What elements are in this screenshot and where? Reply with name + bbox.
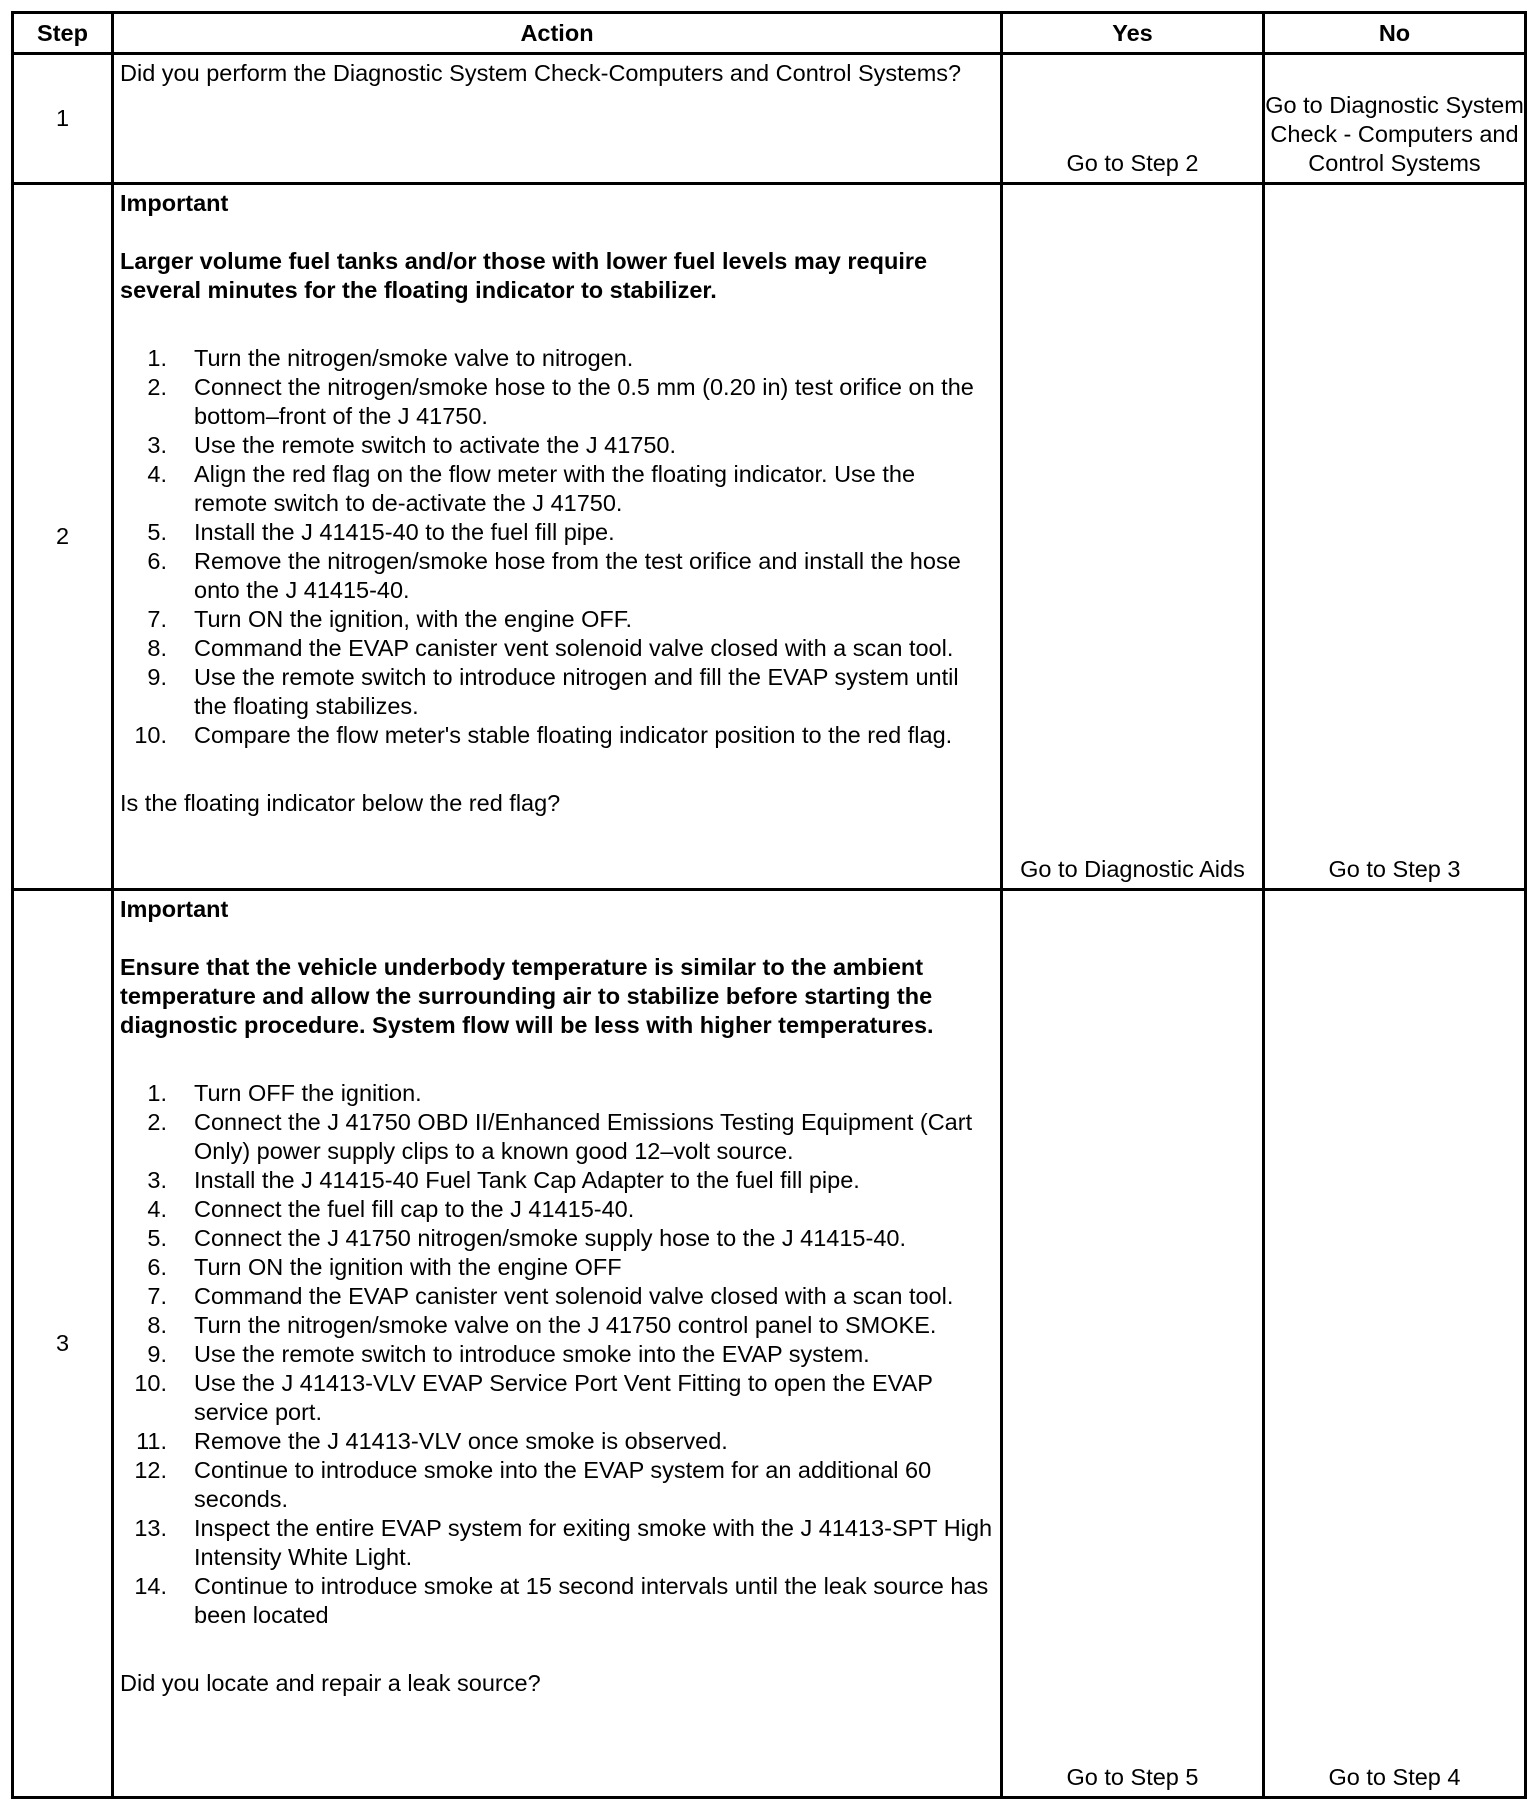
procedure-step xyxy=(120,460,994,518)
yes-result: Go to Step 2 xyxy=(1002,54,1264,184)
important-label: Important xyxy=(120,190,229,216)
step-number: 1 xyxy=(13,54,113,184)
header-row xyxy=(13,13,1526,54)
procedure-step xyxy=(120,1572,994,1630)
important-note: Larger volume fuel tanks and/or those with lower fuel levels may require several minutes for the floating indicator to stabilizer. xyxy=(120,248,928,303)
procedure-step-text: Connect the nitrogen/smoke hose to the 0.5 mm (0.20 in) test orifice on the bottom–front of the J 41750. xyxy=(194,374,974,429)
procedure-step xyxy=(120,547,994,605)
procedure-step-number: 8. xyxy=(147,1312,167,1338)
no-result: Go to Diagnostic System Check - Computers and Control Systems xyxy=(1264,54,1526,184)
procedure-step-text: Turn OFF the ignition. xyxy=(194,1080,422,1106)
procedure-step-text: Turn the nitrogen/smoke valve to nitrogen. xyxy=(194,345,634,371)
procedure-step-number: 2. xyxy=(147,374,167,400)
procedure-step-number: 10. xyxy=(134,1370,167,1396)
procedure-step-number: 5. xyxy=(147,1225,167,1251)
action-cell xyxy=(113,184,1002,890)
table-row-step-2 xyxy=(13,184,1526,890)
procedure-step-text: Install the J 41415-40 Fuel Tank Cap Adapter to the fuel fill pipe. xyxy=(194,1167,860,1193)
step-number: 3 xyxy=(13,890,113,1798)
procedure-step xyxy=(120,1311,994,1340)
procedure-step xyxy=(120,1079,994,1108)
procedure-step-number: 13. xyxy=(134,1515,167,1541)
step-number: 2 xyxy=(13,184,113,890)
procedure-step-number: 3. xyxy=(147,432,167,458)
procedure-step-number: 14. xyxy=(134,1573,167,1599)
procedure-step-text: Turn ON the ignition, with the engine OFF. xyxy=(194,606,633,632)
procedure-step-number: 8. xyxy=(147,635,167,661)
question-text: Is the floating indicator below the red flag? xyxy=(120,790,561,816)
procedure-step-text: Compare the flow meter's stable floating indicator position to the red flag. xyxy=(194,722,953,748)
procedure-step-text: Inspect the entire EVAP system for exiting smoke with the J 41413-SPT High Intensity White Light. xyxy=(194,1515,993,1570)
procedure-step-text: Turn ON the ignition with the engine OFF xyxy=(194,1254,622,1280)
action-text: Did you perform the Diagnostic System Check-Computers and Control Systems? xyxy=(113,54,1002,184)
procedure-step-number: 5. xyxy=(147,519,167,545)
procedure-step-number: 6. xyxy=(147,1254,167,1280)
question-text: Did you locate and repair a leak source? xyxy=(120,1670,541,1696)
action-cell xyxy=(113,890,1002,1798)
procedure-step-number: 11. xyxy=(136,1428,167,1454)
procedure-step-number: 9. xyxy=(147,1341,167,1367)
important-note: Ensure that the vehicle underbody temperature is similar to the ambient temperature and allow the surrounding air to stabilize before starting the diagnostic procedure. System flow will be less with higher temperatures. xyxy=(120,954,934,1038)
procedure-step xyxy=(120,1282,994,1311)
procedure-step xyxy=(120,1195,994,1224)
procedure-step xyxy=(120,1427,994,1456)
procedure-step-text: Use the remote switch to introduce smoke into the EVAP system. xyxy=(194,1341,870,1367)
procedure-step-number: 2. xyxy=(147,1109,167,1135)
table-row-step-1 xyxy=(13,54,1526,184)
procedure-step-number: 1. xyxy=(147,1080,167,1106)
procedure-step-text: Use the remote switch to activate the J 41750. xyxy=(194,432,677,458)
procedure-step-text: Use the remote switch to introduce nitrogen and fill the EVAP system until the floating stabilizes. xyxy=(194,664,959,719)
procedure-step-number: 4. xyxy=(147,1196,167,1222)
no-result: Go to Step 4 xyxy=(1264,890,1526,1798)
procedure-step-text: Continue to introduce smoke into the EVAP system for an additional 60 seconds. xyxy=(194,1457,932,1512)
procedure-step xyxy=(120,1456,994,1514)
procedure-step-text: Turn the nitrogen/smoke valve on the J 41750 control panel to SMOKE. xyxy=(194,1312,937,1338)
yes-result: Go to Diagnostic Aids xyxy=(1002,184,1264,890)
procedure-step xyxy=(120,1108,994,1166)
procedure-list xyxy=(120,344,994,750)
procedure-step xyxy=(120,1224,994,1253)
procedure-step-text: Connect the J 41750 nitrogen/smoke supply hose to the J 41415-40. xyxy=(194,1225,906,1251)
procedure-step xyxy=(120,721,994,750)
procedure-step-number: 10. xyxy=(134,722,167,748)
diagnostic-table xyxy=(11,11,1527,1799)
procedure-step xyxy=(120,1514,994,1572)
procedure-step-number: 7. xyxy=(147,606,167,632)
procedure-list xyxy=(120,1079,994,1630)
procedure-step-text: Remove the J 41413-VLV once smoke is observed. xyxy=(194,1428,728,1454)
procedure-step-text: Install the J 41415-40 to the fuel fill pipe. xyxy=(194,519,615,545)
procedure-step-number: 6. xyxy=(147,548,167,574)
procedure-step-number: 9. xyxy=(147,664,167,690)
procedure-step-text: Command the EVAP canister vent solenoid valve closed with a scan tool. xyxy=(194,1283,954,1309)
procedure-step-number: 7. xyxy=(147,1283,167,1309)
procedure-step xyxy=(120,1166,994,1195)
procedure-step xyxy=(120,1369,994,1427)
procedure-step-text: Remove the nitrogen/smoke hose from the test orifice and install the hose onto the J 41415-40. xyxy=(194,548,961,603)
procedure-step-number: 3. xyxy=(147,1167,167,1193)
important-label: Important xyxy=(120,896,229,922)
procedure-step-text: Continue to introduce smoke at 15 second intervals until the leak source has been located xyxy=(194,1573,989,1628)
procedure-step xyxy=(120,605,994,634)
table-row-step-3 xyxy=(13,890,1526,1798)
no-result: Go to Step 3 xyxy=(1264,184,1526,890)
header-no: No xyxy=(1264,13,1526,54)
procedure-step-number: 4. xyxy=(147,461,167,487)
procedure-step-number: 1. xyxy=(147,345,167,371)
header-step: Step xyxy=(13,13,113,54)
procedure-step-text: Connect the fuel fill cap to the J 41415-40. xyxy=(194,1196,635,1222)
procedure-step xyxy=(120,431,994,460)
procedure-step xyxy=(120,373,994,431)
procedure-step xyxy=(120,663,994,721)
procedure-step xyxy=(120,344,994,373)
procedure-step xyxy=(120,1340,994,1369)
procedure-step-text: Connect the J 41750 OBD II/Enhanced Emissions Testing Equipment (Cart Only) power supply clips to a known good 12–volt source. xyxy=(194,1109,973,1164)
procedure-step-number: 12. xyxy=(134,1457,167,1483)
procedure-step xyxy=(120,634,994,663)
procedure-step-text: Use the J 41413-VLV EVAP Service Port Vent Fitting to open the EVAP service port. xyxy=(194,1370,933,1425)
procedure-step xyxy=(120,518,994,547)
header-action: Action xyxy=(113,13,1002,54)
yes-result: Go to Step 5 xyxy=(1002,890,1264,1798)
procedure-step xyxy=(120,1253,994,1282)
header-yes: Yes xyxy=(1002,13,1264,54)
procedure-step-text: Align the red flag on the flow meter with the floating indicator. Use the remote switch to de-activate the J 41750. xyxy=(194,461,916,516)
procedure-step-text: Command the EVAP canister vent solenoid valve closed with a scan tool. xyxy=(194,635,954,661)
